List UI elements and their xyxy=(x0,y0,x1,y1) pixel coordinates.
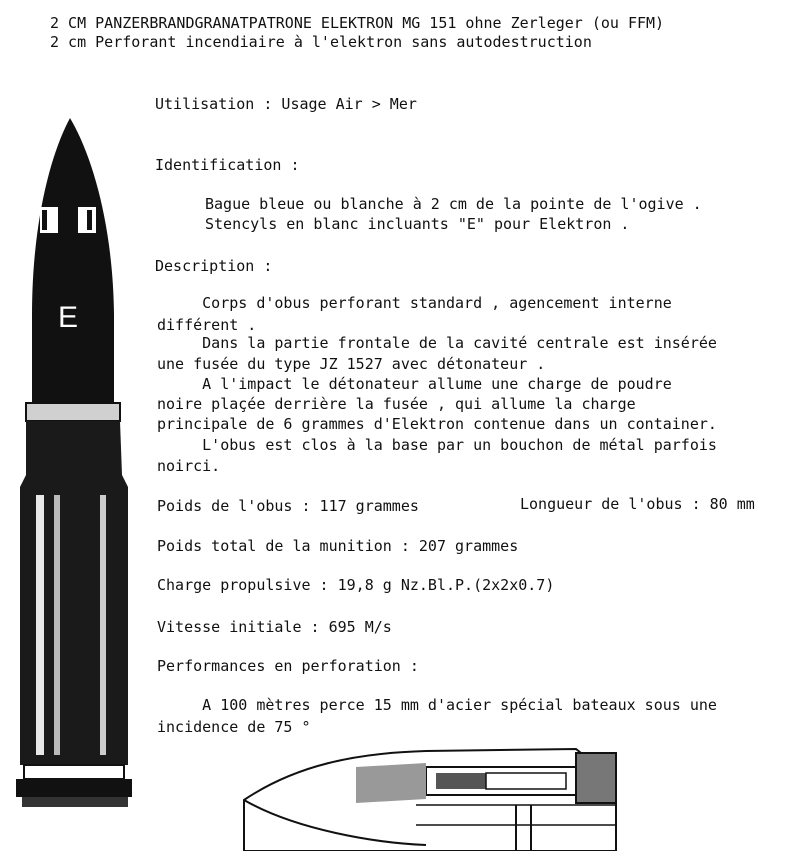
case-highlight xyxy=(36,495,44,755)
title-german: 2 CM PANZERBRANDGRANATPATRONE ELEKTRON MG 151 ohne Zerleger (ou FFM) xyxy=(50,14,665,32)
description-line: principale de 6 grammes d'Elektron contenue dans un container. xyxy=(157,415,717,433)
propellant-charge: Charge propulsive : 19,8 g Nz.Bl.P.(2x2x0.7) xyxy=(157,576,555,594)
description-line: Corps d'obus perforant standard , agencement interne xyxy=(157,294,672,312)
muzzle-velocity: Vitesse initiale : 695 M/s xyxy=(157,618,392,636)
case-highlight xyxy=(100,495,106,755)
description-line: noire plaçée derrière la fusée , qui allume la charge xyxy=(157,395,636,413)
description-line: différent . xyxy=(157,316,257,334)
identification-line-1: Bague bleue ou blanche à 2 cm de la pointe de l'ogive . xyxy=(205,195,702,213)
shell-dark xyxy=(42,210,47,230)
description-line: une fusée du type JZ 1527 avec détonateur . xyxy=(157,355,546,373)
identification-heading: Identification : xyxy=(155,156,300,174)
charge-container xyxy=(486,773,566,789)
fuze-inner xyxy=(436,773,486,789)
weight-projectile: Poids de l'obus : 117 grammes xyxy=(157,497,419,515)
description-heading: Description : xyxy=(155,257,273,275)
performance-line-1: A 100 mètres perce 15 mm d'acier spécial bateaux sous une xyxy=(157,696,717,714)
cutaway-outline xyxy=(244,749,616,851)
description-line: Dans la partie frontale de la cavité centrale est insérée xyxy=(157,334,717,352)
cutaway-ogive-lower xyxy=(244,800,426,845)
cavity-hatch xyxy=(356,763,426,803)
performance-line-2: incidence de 75 ° xyxy=(157,718,311,736)
title-french: 2 cm Perforant incendiaire à l'elektron sans autodestruction xyxy=(50,33,592,51)
base-plug xyxy=(576,753,616,803)
identification-line-2: Stencyls en blanc incluants "E" pour Elektron . xyxy=(205,215,630,233)
case-base xyxy=(22,797,128,807)
description-line: noirci. xyxy=(157,457,221,475)
length-projectile: Longueur de l'obus : 80 mm xyxy=(520,495,755,513)
case-rim xyxy=(16,779,132,797)
projectile-cutaway-drawing xyxy=(236,745,796,851)
shell-stencil-letter: E xyxy=(57,301,79,334)
projectile-ogive xyxy=(32,118,114,407)
driving-band xyxy=(516,805,531,851)
description-line: L'obus est clos à la base par un bouchon de métal parfois xyxy=(157,436,717,454)
utilisation-text: Utilisation : Usage Air > Mer xyxy=(155,95,417,113)
case-highlight xyxy=(54,495,60,755)
cartridge-illustration xyxy=(10,115,138,815)
total-weight: Poids total de la munition : 207 grammes xyxy=(157,537,519,555)
case-rim-groove xyxy=(24,765,124,779)
shell-dark xyxy=(87,210,92,230)
description-line: A l'impact le détonateur allume une charge de poudre xyxy=(157,375,672,393)
performance-heading: Performances en perforation : xyxy=(157,657,419,675)
rotating-band xyxy=(26,403,120,421)
